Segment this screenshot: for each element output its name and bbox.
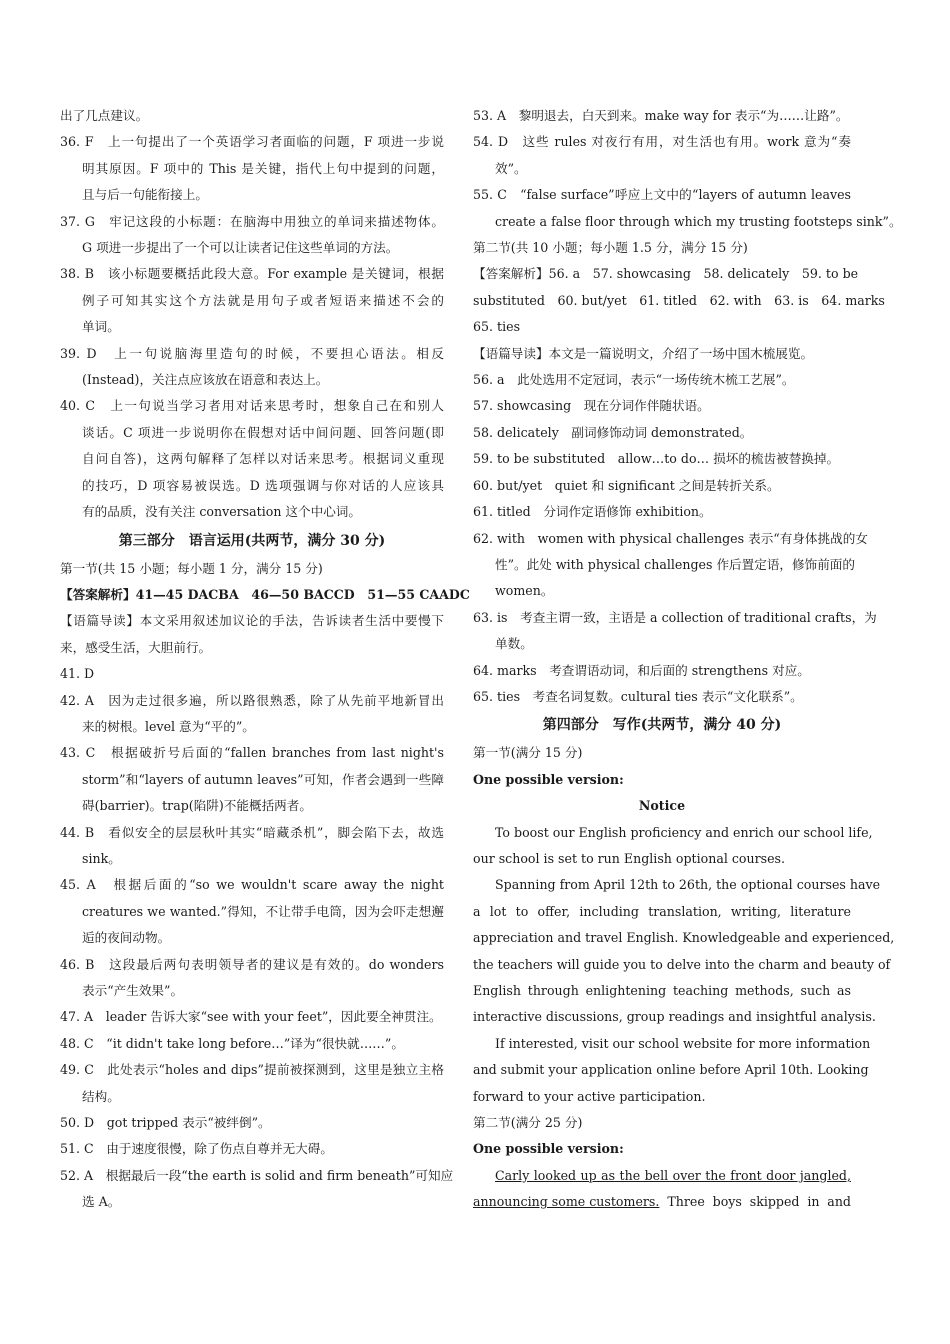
text-line: 63. is 考查主谓一致，主语是 a collection of traditional crafts，为: [473, 609, 877, 625]
text-line: 自问自答)，这两句解释了怎样以对话来思考。根据词义重现: [82, 451, 444, 467]
text-line: 42. A 因为走过很多遍，所以路很熟悉，除了从先前平地新冒出: [60, 692, 444, 708]
text-line: 62. with women with physical challenges 表示“有身体挑战的女: [473, 530, 868, 546]
text-line: 【语篇导读】本文采用叙述加议论的手法，告诉读者生活中要慢下: [60, 613, 444, 629]
text-line: 56. a 此处选用不定冠词，表示“一场传统木梳工艺展”。: [473, 372, 795, 388]
text-line: appreciation and travel English. Knowledgeable and experienced,: [473, 930, 895, 946]
text-line: 选 A。: [82, 1194, 121, 1210]
text-line: 40. C 上一句说当学习者用对话来思考时，想象自己在和别人: [60, 398, 444, 414]
text-line: 单数。: [495, 636, 533, 652]
left-column: [60, 103, 470, 1216]
text-line: 60. but/yet quiet 和 significant 之间是转折关系。: [473, 477, 780, 493]
text-line: 来的树根。level 意为“平的”。: [82, 718, 255, 734]
text-line: 58. delicately 副词修饰动词 demonstrated。: [473, 424, 753, 440]
text-line: 49. C 此处表示“holes and dips”提前被探测到，这里是独立主格: [60, 1062, 444, 1078]
text-line: 谈话。C 项进一步说明你在假想对话中间问题、回答问题(即: [82, 424, 444, 440]
text-line: 53. A 黎明退去，白天到来。make way for 表示“为……让路”。: [473, 108, 849, 123]
text-line: 65. ties: [473, 319, 521, 335]
text-line: G 项进一步提出了一个可以让读者记住这些单词的方法。: [82, 240, 399, 256]
text-line: forward to your active participation.: [473, 1088, 706, 1104]
text-line: 64. marks 考查谓语动词，和后面的 strengthens 对应。: [473, 662, 810, 678]
text-line: 明其原因。F 项中的 This 是关键，指代上句中提到的问题，: [82, 160, 444, 176]
text-line: 结构。: [82, 1088, 120, 1104]
text-line: 51. C 由于速度很慢，除了伤点自尊并无大碍。: [60, 1141, 333, 1157]
text-line: [473, 1189, 851, 1215]
text-line: 52. A 根据最后一段“the earth is solid and firm beneath”可知应: [60, 1167, 454, 1183]
text-line: women。: [495, 583, 554, 599]
text-line: 36. F 上一句提出了一个英语学习者面临的问题，F 项进一步说: [60, 134, 444, 150]
text-line: 38. B 该小标题要概括此段大意。For example 是关键词，根据: [60, 266, 444, 282]
text-line: Carly looked up as the bell over the front door jangled,: [495, 1167, 851, 1183]
text-line: sink。: [82, 850, 121, 866]
text-line: 逅的夜间动物。: [82, 930, 171, 946]
text-line: create a false floor through which my trusting footsteps sink”。: [495, 213, 902, 229]
text-line: 第一节(满分 15 分): [473, 745, 583, 761]
text-line: 37. G 牢记这段的小标题：在脑海中用独立的单词来描述物体。: [60, 213, 444, 229]
text-line: 45. A 根据后面的“so we wouldn't scare away the night: [60, 877, 444, 893]
text-line: 44. B 看似安全的层层秋叶其实“暗藏杀机”，脚会陷下去，故选: [60, 824, 444, 840]
text-line: substituted 60. but/yet 61. titled 62. with 63. is 64. marks: [473, 292, 885, 308]
text-line: 单词。: [82, 319, 120, 335]
text-line: 48. C “it didn't take long before…”译为“很快就……”。: [60, 1035, 404, 1051]
text-line: 61. titled 分词作定语修饰 exhibition。: [473, 504, 712, 520]
text-line: One possible version:: [473, 1141, 624, 1157]
text-line: 41. D: [60, 666, 95, 682]
text-line: storm”和“layers of autumn leaves”可知，作者会遇到一些障: [82, 771, 444, 787]
text-line: 50. D got tripped 表示“被绊倒”。: [60, 1115, 271, 1131]
text-line: 出了几点建议。: [60, 108, 149, 123]
text-line: 例子可知其实这个方法就是用句子或者短语来描述不会的: [82, 292, 444, 308]
text-line: creatures we wanted.”得知，不让带手电筒，因为会吓走想邂: [82, 903, 444, 919]
text-line: 第一节(共 15 小题；每小题 1 分，满分 15 分): [60, 560, 323, 576]
text-line: 47. A leader 告诉大家“see with your feet”，因此要全神贯注。: [60, 1009, 442, 1025]
text-line: 且与后一句能衔接上。: [82, 187, 208, 203]
text-line: Spanning from April 12th to 26th, the optional courses have: [495, 877, 881, 893]
text-line: 第二节(共 10 小题；每小题 1.5 分，满分 15 分): [473, 240, 748, 256]
text-line: the teachers will guide you to delve into the charm and beauty of: [473, 956, 891, 972]
text-line: To boost our English proficiency and enrich our school life,: [495, 824, 873, 840]
text-line: 表示“产生效果”。: [82, 983, 184, 998]
text-line: 59. to be substituted allow…to do… 损坏的梳齿被替换掉。: [473, 451, 840, 467]
text-line: 有的品质，没有关注 conversation 这个中心词。: [82, 504, 361, 520]
text-line: 来，感受生活，大胆前行。: [60, 639, 212, 655]
text-line: 46. B 这段最后两句表明领导者的建议是有效的。do wonders: [60, 956, 444, 972]
text-line: and submit your application online before April 10th. Looking: [473, 1062, 869, 1078]
text-line: 43. C 根据破折号后面的“fallen branches from last night's: [60, 745, 444, 761]
text-line: 【语篇导读】本文是一篇说明文，介绍了一场中国木梳展览。: [473, 345, 814, 361]
right-column: [473, 103, 902, 1216]
text-line: 【答案解析】41—45 DACBA 46—50 BACCD 51—55 CAADC: [60, 586, 470, 602]
text-line: 碍(barrier)。trap(陷阱)不能概括两者。: [82, 798, 312, 814]
text-line: (Instead)，关注点应该放在语意和表达上。: [82, 372, 329, 388]
text-line: interactive discussions, group readings and insightful analysis.: [473, 1009, 876, 1025]
text-line: One possible version:: [473, 771, 624, 787]
section-title: 第三部分 语言运用(共两节，满分 30 分): [118, 532, 386, 549]
text-line: 57. showcasing 现在分词作伴随状语。: [473, 398, 710, 414]
text-line: a lot to offer, including translation, writing, literature: [473, 903, 851, 919]
underlined-text: announcing some customers.: [473, 1194, 660, 1210]
text-line: 性”。此处 with physical challenges 作后置定语，修饰前面的: [495, 556, 855, 572]
text-line: our school is set to run English optional courses.: [473, 850, 786, 866]
text-line: 54. D 这些 rules 对夜行有用，对生活也有用。work 意为“奏: [473, 134, 851, 150]
text-line: English through enlightening teaching methods, such as: [473, 983, 851, 998]
text-line: 55. C “false surface”呼应上文中的“layers of autumn leaves: [473, 187, 851, 203]
text-line: Notice: [638, 798, 686, 814]
text-line: 65. ties 考查名词复数。cultural ties 表示“文化联系”。: [473, 688, 803, 704]
text-line: 第二节(满分 25 分): [473, 1115, 583, 1131]
text-continuation: Three boys skipped in and: [667, 1194, 851, 1210]
text-line: 39. D 上一句说脑海里造句的时候，不要担心语法。相反: [60, 345, 444, 361]
text-line: 效”。: [495, 160, 527, 176]
text-line: If interested, visit our school website for more information: [495, 1035, 871, 1051]
text-line: 【答案解析】56. a 57. showcasing 58. delicately 59. to be: [473, 266, 859, 282]
section-title: 第四部分 写作(共两节，满分 40 分): [542, 717, 782, 734]
text-line: 的技巧，D 项容易被误选。D 选项强调与你对话的人应该具: [82, 477, 444, 493]
